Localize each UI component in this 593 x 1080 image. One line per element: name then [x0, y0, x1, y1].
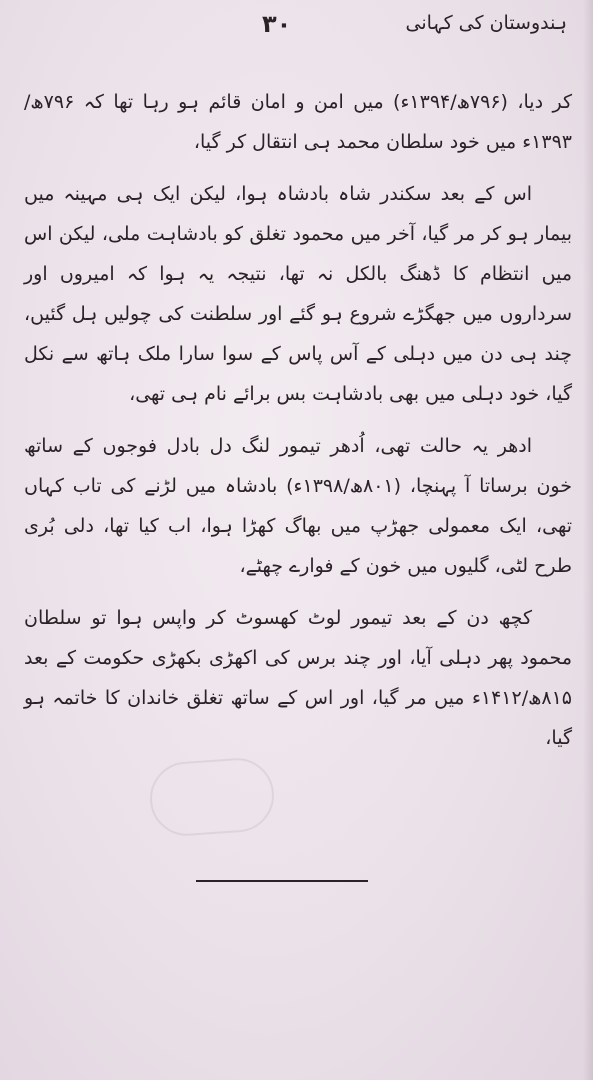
paragraph-1: کر دیا، (۷۹۶ھ/۱۳۹۴ء) میں امن و امان قائم ہو رہا تھا کہ ۷۹۶ھ/۱۳۹۳ء میں خود سلطان محمد ہی انتقال کر گیا،	[24, 91, 572, 153]
end-of-chapter-rule	[196, 880, 368, 882]
paragraph-4: کچھ دن کے بعد تیمور لوٹ کھسوٹ کر واپس ہوا تو سلطان محمود پھر دہلی آیا، اور چند برس کی اکھڑی بکھڑی حکومت کے بعد ۸۱۵ھ/۱۴۱۲ء میں مر گیا، اور اس کے ساتھ تغلق خاندان کا خاتمہ ہو گیا،	[24, 607, 572, 749]
page-edge-shadow	[583, 0, 593, 1080]
paragraph-3: ادھر یہ حالت تھی، اُدھر تیمور لنگ دل بادل فوجوں کے ساتھ خون برساتا آ پہنچا، (۸۰۱ھ/۱۳۹۸ء) بادشاہ میں لڑنے کی تاب کہاں تھی، ایک معمولی جھڑپ میں بھاگ کھڑا ہوا، اب کیا تھا، دلی بُری طرح لٹی، گلیوں میں خون کے فوارے چھٹے،	[24, 435, 572, 577]
running-title: ہندوستان کی کہانی	[405, 12, 567, 34]
faint-stamp-watermark	[148, 756, 277, 838]
paragraph-2: اس کے بعد سکندر شاہ بادشاہ ہوا، لیکن ایک ہی مہینہ میں بیمار ہو کر مر گیا، آخر میں محمود تغلق کو بادشاہت ملی، لیکن اس میں انتظام کا ڈھنگ بالکل نہ تھا، نتیجہ یہ ہوا کہ امیروں اور سرداروں میں جھگڑے شروع ہو گئے اور سلطنت کی چولیں ہل گئیں، چند ہی دن میں دہلی کے آس پاس کے سوا سارا ملک ہاتھ سے نکل گیا، خود دہلی میں بھی بادشاہت بس برائے نام ہی تھی،	[24, 183, 572, 405]
page-header	[0, 6, 593, 46]
page-number: ۳۰	[262, 10, 292, 38]
page-body	[24, 82, 572, 770]
